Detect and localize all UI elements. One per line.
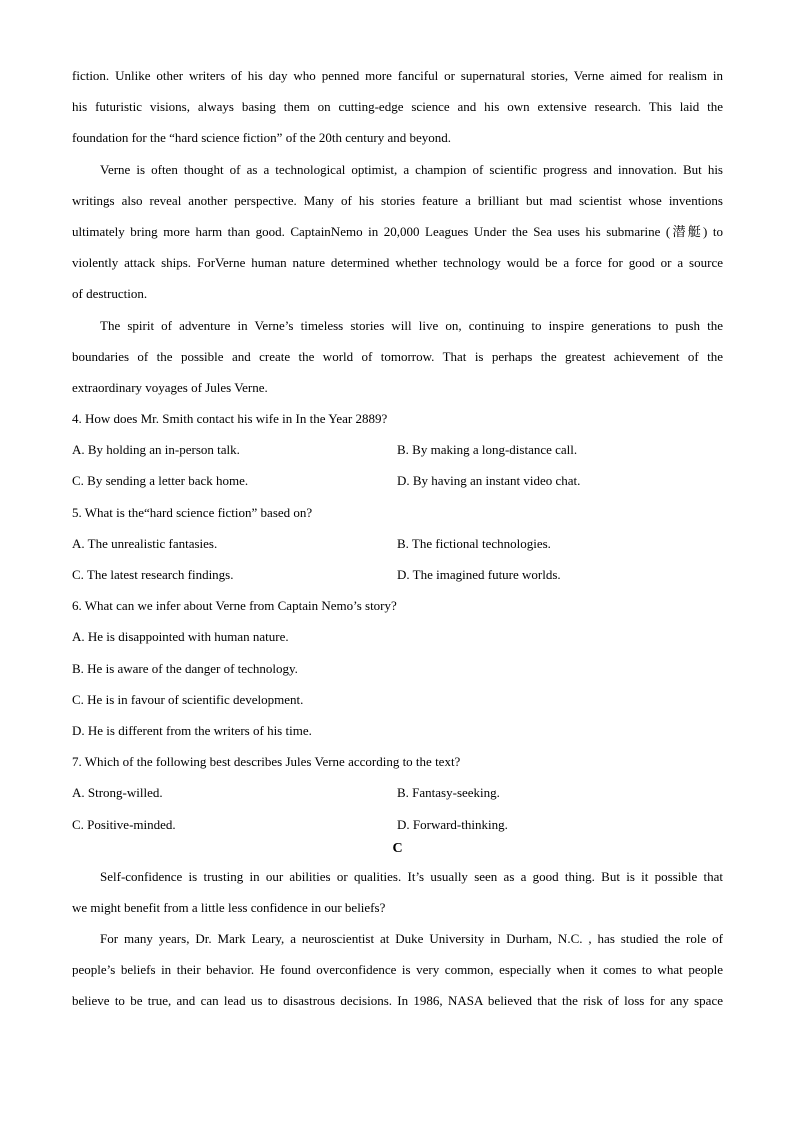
option-d: D. The imagined future worlds. bbox=[397, 567, 561, 582]
passage-b-paragraph-2 bbox=[72, 154, 723, 310]
text-line: Verne is often thought of as a technological optimist, a champion of scientific progress and innovation. But his bbox=[100, 161, 723, 177]
option-c: C. The latest research findings. bbox=[72, 567, 234, 582]
option-row bbox=[72, 777, 723, 808]
text-line: fiction. Unlike other writers of his day who penned more fanciful or supernatural stories, Verne aimed for realism in bbox=[72, 68, 723, 83]
option-row bbox=[72, 465, 723, 496]
document-page bbox=[72, 60, 723, 1017]
text-line: extraordinary voyages of Jules Verne. bbox=[72, 379, 268, 395]
text-line: The spirit of adventure in Verne’s timeless stories will live on, continuing to inspire generations to push the bbox=[100, 317, 723, 333]
option-a: A. Strong-willed. bbox=[72, 785, 163, 801]
question-stem: 4. How does Mr. Smith contact his wife in In the Year 2889? bbox=[72, 411, 388, 427]
text-line: his futuristic visions, always basing them on cutting-edge science and his own extensive research. This laid the bbox=[72, 99, 723, 115]
question-stem: 7. Which of the following best describes Jules Verne according to the text? bbox=[72, 754, 461, 770]
option-c: C. He is in favour of scientific development. bbox=[72, 691, 304, 707]
option-d: D. Forward-thinking. bbox=[397, 816, 508, 832]
passage-c-paragraph-1 bbox=[72, 861, 723, 923]
option-row bbox=[72, 434, 723, 465]
text-line: For many years, Dr. Mark Leary, a neuroscientist at Duke University in Durham, N.C. , has studied the role of bbox=[100, 931, 723, 947]
text-line: Self-confidence is trusting in our abilities or qualities. It’s usually seen as a good thing. But is it possible that bbox=[100, 868, 723, 884]
text-line: people’s beliefs in their behavior. He found overconfidence is very common, especially when it comes to what people bbox=[72, 962, 723, 978]
option-b: B. Fantasy-seeking. bbox=[397, 785, 500, 801]
option-row bbox=[72, 559, 723, 590]
text-line: boundaries of the possible and create the world of tomorrow. That is perhaps the greatest achievement of the bbox=[72, 348, 723, 364]
option-d: D. By having an instant video chat. bbox=[397, 473, 581, 489]
text-line: believe to be true, and can lead us to disastrous decisions. In 1986, NASA believed that the risk of loss for any space bbox=[72, 993, 723, 1009]
text-line: foundation for the “hard science fiction” of the 20th century and beyond. bbox=[72, 130, 452, 146]
option-b: B. By making a long-distance call. bbox=[397, 442, 578, 458]
passage-b-paragraph-1 bbox=[72, 60, 723, 154]
passage-b-paragraph-3 bbox=[72, 310, 723, 404]
text-line: violently attack ships. ForVerne human nature determined whether technology would be a force for good or a source bbox=[72, 255, 723, 271]
option-c: C. Positive-minded. bbox=[72, 816, 176, 832]
question-5 bbox=[72, 497, 723, 591]
option-a: A. The unrealistic fantasies. bbox=[72, 535, 218, 551]
text-line: ultimately bring more harm than good. CaptainNemo in 20,000 Leagues Under the Sea uses his submarine (潜艇) to bbox=[72, 223, 723, 239]
option-c: C. By sending a letter back home. bbox=[72, 473, 249, 489]
text-line: we might benefit from a little less confidence in our beliefs? bbox=[72, 899, 386, 915]
question-stem: 6. What can we infer about Verne from Captain Nemo’s story? bbox=[72, 598, 397, 614]
question-6 bbox=[72, 590, 723, 746]
option-a: A. By holding an in-person talk. bbox=[72, 442, 240, 458]
option-b: B. The fictional technologies. bbox=[397, 535, 551, 551]
passage-c-paragraph-2 bbox=[72, 923, 723, 1017]
question-7 bbox=[72, 746, 723, 840]
section-heading: C bbox=[392, 840, 403, 856]
question-4 bbox=[72, 403, 723, 497]
text-line: writings also reveal another perspective. Many of his stories feature a brilliant but mad scientist whose inventions bbox=[72, 192, 723, 208]
option-a: A. He is disappointed with human nature. bbox=[72, 629, 289, 645]
option-row bbox=[72, 809, 723, 840]
text-line: of destruction. bbox=[72, 286, 148, 302]
option-b: B. He is aware of the danger of technology. bbox=[72, 660, 298, 676]
option-d: D. He is different from the writers of his time. bbox=[72, 722, 312, 738]
option-row bbox=[72, 528, 723, 559]
question-stem: 5. What is the“hard science fiction” based on? bbox=[72, 504, 313, 520]
